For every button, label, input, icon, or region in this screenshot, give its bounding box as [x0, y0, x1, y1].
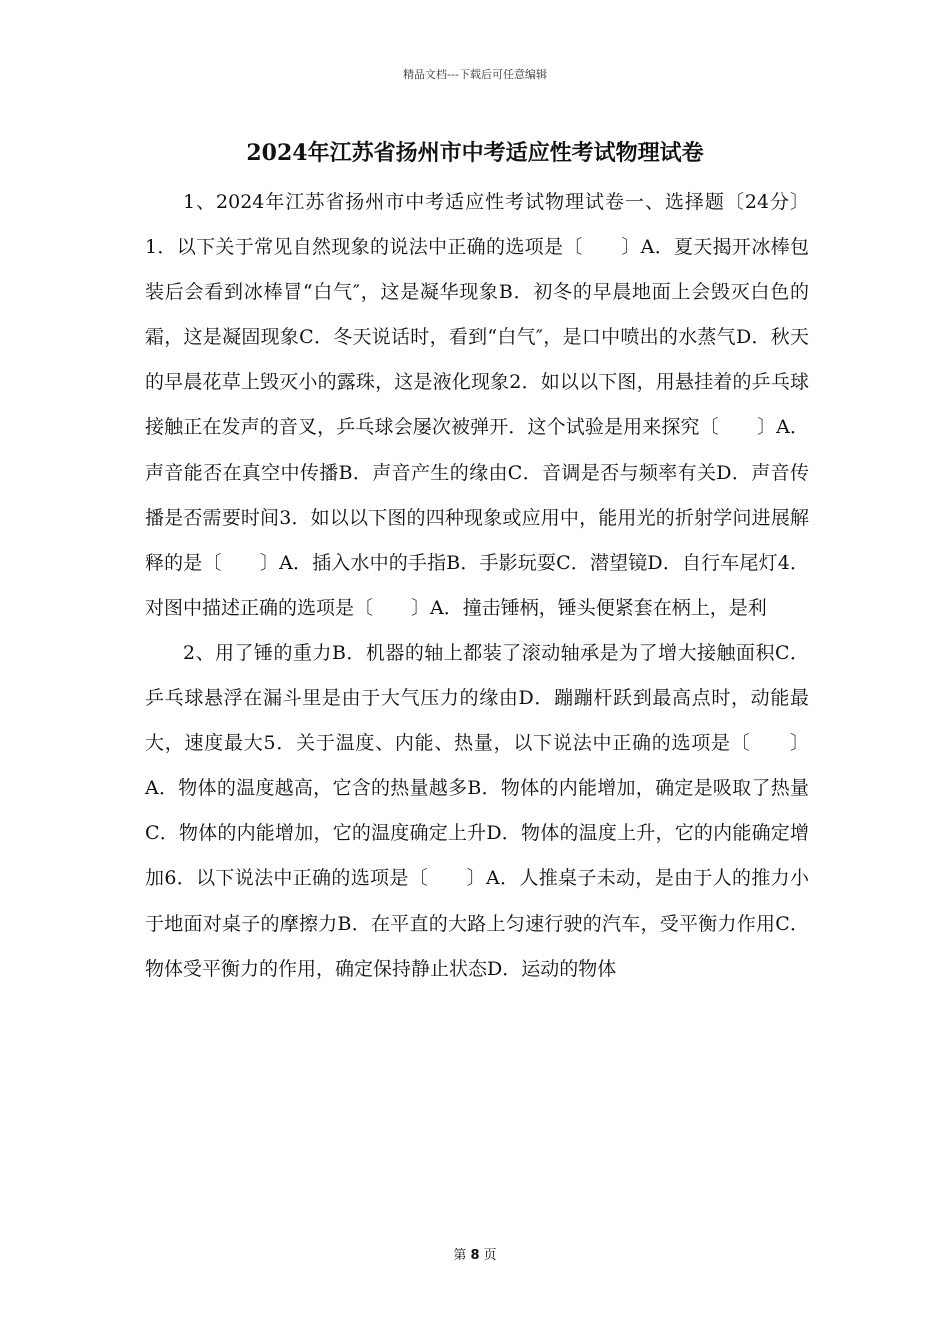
footer-prefix: 第 — [453, 1248, 467, 1263]
header-text: 精品文档---下载后可任意编辑 — [403, 68, 547, 81]
paragraph-2: 2、用了锤的重力B．机器的轴上都装了滚动轴承是为了增大接触面积C．乒乓球悬浮在漏斗里是由于大气压力的缘由D．蹦蹦杆跃到最高点时，动能最大，速度最大5．关于温度、内能、热量，以下说法中正确的选项是〔 〕A．物体的温度越高，它含的热量越多B．物体的内能增加，确定是吸取了热量C．物体的内能增加，它的温度确定上升D．物体的温度上升，它的内能确定增加6．以下说法中正确的选项是〔 〕A．人推桌子未动，是由于人的推力小于地面对桌子的摩擦力B．在平直的大路上匀速行驶的汽车，受平衡力作用C．物体受平衡力的作用，确定保持静止状态D．运动的物体 — [145, 641, 809, 980]
document-body — [145, 180, 809, 992]
document-title: 2024年江苏省扬州市中考适应性考试物理试卷 — [246, 140, 704, 166]
page-footer — [0, 1244, 950, 1263]
page-header — [0, 66, 950, 82]
paragraph-1: 1、2024年江苏省扬州市中考适应性考试物理试卷一、选择题〔24分〕1．以下关于常见自然现象的说法中正确的选项是〔 〕A．夏天揭开冰棒包装后会看到冰棒冒“白气″，这是凝华现象B．初冬的早晨地面上会毁灭白色的霜，这是凝固现象C．冬天说话时，看到“白气″，是口中喷出的水蒸气D．秋天的早晨花草上毁灭小的露珠，这是液化现象2．如以以下图，用悬挂着的乒乓球接触正在发声的音叉，乒乓球会屡次被弹开．这个试验是用来探究〔 〕A．声音能否在真空中传播B．声音产生的缘由C．音调是否与频率有关D．声音传播是否需要时间3．如以以下图的四种现象或应用中，能用光的折射学问进展解释的是〔 〕A．插入水中的手指B．手影玩耍C．潜望镜D．自行车尾灯4．对图中描述正确的选项是〔 〕A．撞击锤柄，锤头便紧套在柄上，是利 — [145, 191, 809, 619]
footer-suffix: 页 — [483, 1248, 497, 1263]
page-number: 8 — [470, 1248, 480, 1263]
